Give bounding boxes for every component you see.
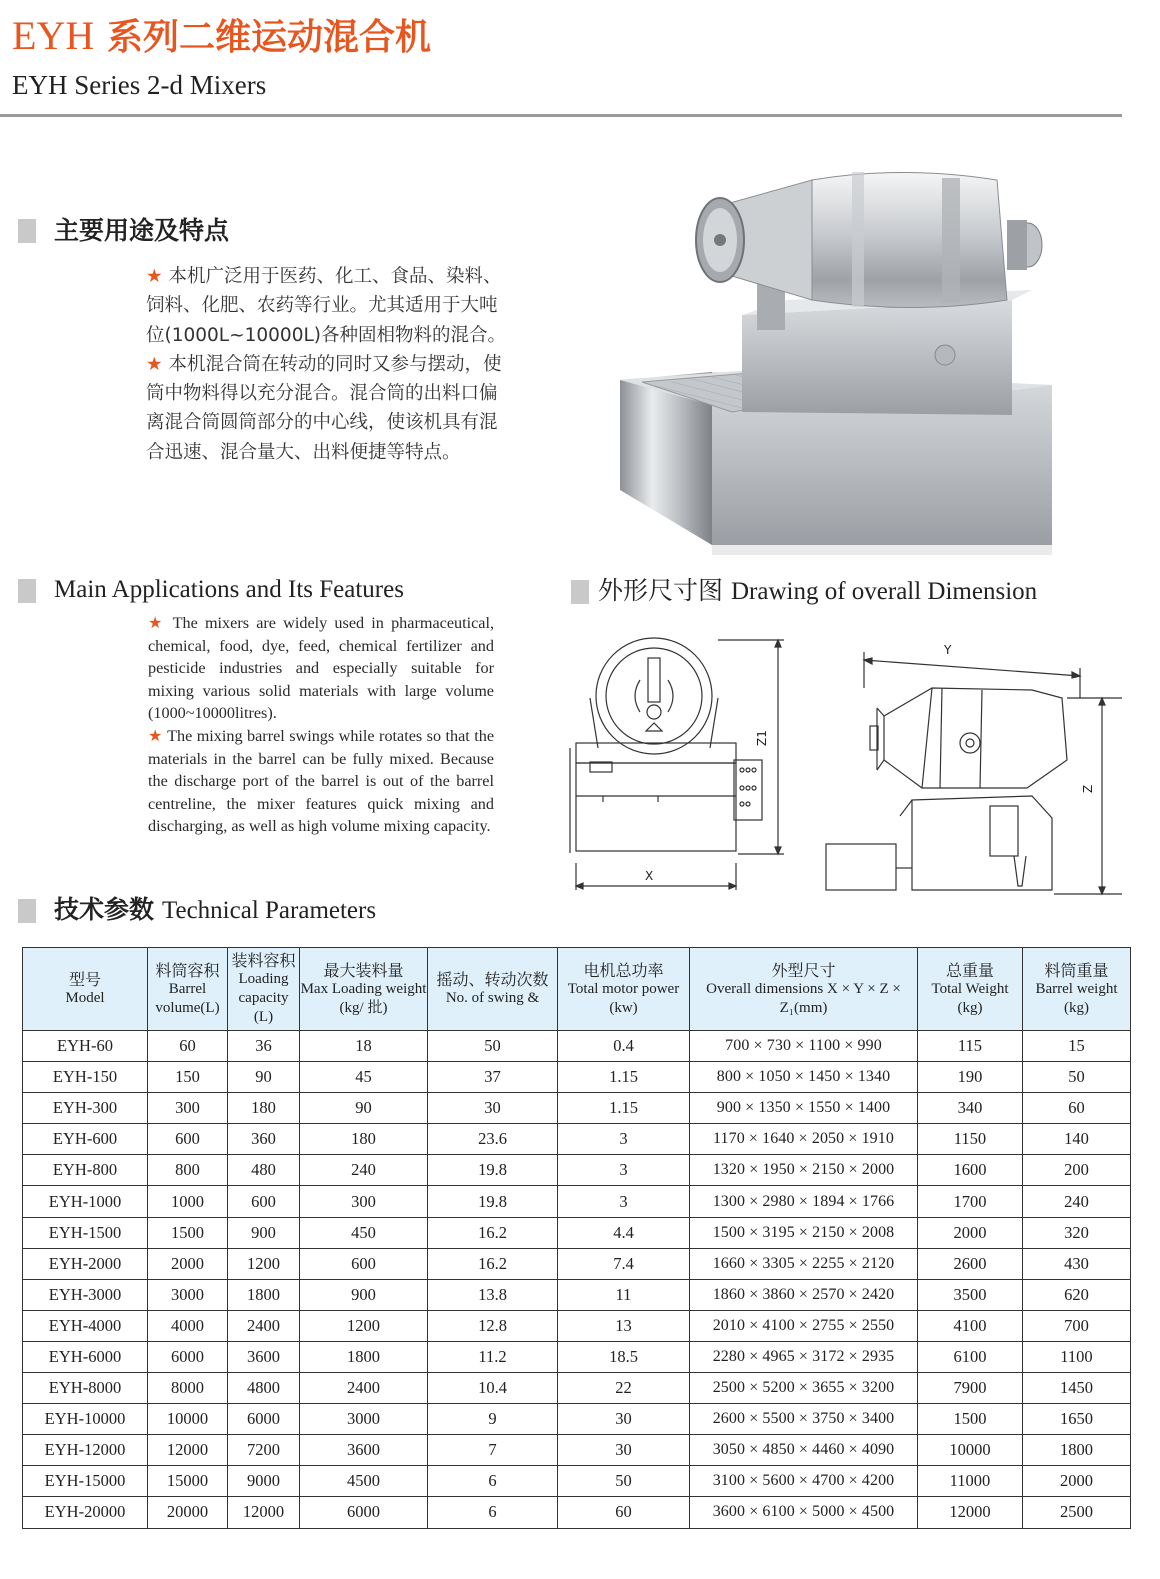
- table-cell: 13: [558, 1310, 690, 1341]
- table-row: [23, 1248, 1131, 1279]
- table-cell: 800 × 1050 × 1450 × 1340: [690, 1062, 918, 1093]
- table-cell: 16.2: [428, 1217, 558, 1248]
- table-cell: 23.6: [428, 1124, 558, 1155]
- section-marker: [18, 899, 36, 923]
- table-cell: EYH-6000: [23, 1341, 148, 1372]
- table-row: [23, 1404, 1131, 1435]
- table-cell: 1660 × 3305 × 2255 × 2120: [690, 1248, 918, 1279]
- parameters-heading-en: Technical Parameters: [161, 897, 377, 924]
- table-cell: 30: [428, 1093, 558, 1124]
- table-cell: 1800: [300, 1341, 428, 1372]
- table-cell: 1860 × 3860 × 2570 × 2420: [690, 1279, 918, 1310]
- table-cell: 1800: [1023, 1435, 1131, 1466]
- column-header-en: Overall dimensions X × Y × Z × Z₁(mm): [706, 980, 901, 1016]
- table-cell: EYH-3000: [23, 1279, 148, 1310]
- table-cell: EYH-12000: [23, 1435, 148, 1466]
- table-cell: 1000: [148, 1186, 228, 1217]
- table-cell: 1170 × 1640 × 2050 × 1910: [690, 1124, 918, 1155]
- star-icon: ★: [148, 614, 166, 632]
- table-cell: 300: [300, 1186, 428, 1217]
- table-cell: 19.8: [428, 1186, 558, 1217]
- column-header: [1023, 948, 1131, 1031]
- table-row: [23, 1310, 1131, 1341]
- table-cell: 11: [558, 1279, 690, 1310]
- table-row: [23, 1186, 1131, 1217]
- drawing-heading-en: Drawing of overall Dimension: [730, 578, 1038, 605]
- column-header: [228, 948, 300, 1031]
- table-cell: 700 × 730 × 1100 × 990: [690, 1031, 918, 1062]
- table-cell: 60: [148, 1031, 228, 1062]
- column-header-cn: 总重量: [945, 960, 994, 980]
- table-cell: EYH-150: [23, 1062, 148, 1093]
- table-cell: 10.4: [428, 1373, 558, 1404]
- table-row: [23, 1062, 1131, 1093]
- column-header-cn: 电机总功率: [583, 960, 664, 980]
- table-cell: 1.15: [558, 1062, 690, 1093]
- header-divider: [0, 114, 1122, 117]
- table-row: [23, 1093, 1131, 1124]
- table-row: [23, 1497, 1131, 1528]
- section-marker: [18, 579, 36, 603]
- table-cell: 6: [428, 1466, 558, 1497]
- table-cell: 3600: [228, 1341, 300, 1372]
- table-cell: 10000: [918, 1435, 1023, 1466]
- table-cell: 1600: [918, 1155, 1023, 1186]
- table-cell: 20000: [148, 1497, 228, 1528]
- table-cell: EYH-15000: [23, 1466, 148, 1497]
- table-cell: 2000: [148, 1248, 228, 1279]
- section-heading-cn-features: 主要用途及特点: [54, 216, 230, 245]
- table-cell: 30: [558, 1435, 690, 1466]
- table-cell: 3100 × 5600 × 4700 × 4200: [690, 1466, 918, 1497]
- table-cell: 180: [228, 1093, 300, 1124]
- dimension-label-x: X: [645, 869, 654, 883]
- table-cell: 1200: [228, 1248, 300, 1279]
- table-cell: 600: [228, 1186, 300, 1217]
- table-cell: 6000: [300, 1497, 428, 1528]
- column-header: [690, 948, 918, 1031]
- table-cell: 2500 × 5200 × 3655 × 3200: [690, 1373, 918, 1404]
- table-cell: 340: [918, 1093, 1023, 1124]
- column-header-cn: 型号: [68, 970, 101, 989]
- column-header-en: Total Weight (kg): [931, 980, 1009, 1016]
- table-cell: 3: [558, 1124, 690, 1155]
- table-cell: 50: [1023, 1062, 1131, 1093]
- section-heading-en-features: Main Applications and Its Features: [54, 576, 404, 603]
- table-cell: 60: [1023, 1093, 1131, 1124]
- table-cell: 1500: [918, 1404, 1023, 1435]
- column-header-en: Barrel volume(L): [155, 980, 220, 1016]
- table-cell: EYH-600: [23, 1124, 148, 1155]
- column-header-en: No. of swing &: [445, 990, 540, 1006]
- table-row: [23, 1217, 1131, 1248]
- page-title: [12, 12, 431, 62]
- dimension-label-z1: Z1: [755, 730, 769, 746]
- section-heading-drawing: [598, 576, 1037, 607]
- table-cell: 700: [1023, 1310, 1131, 1341]
- table-row: [23, 1435, 1131, 1466]
- table-cell: 1.15: [558, 1093, 690, 1124]
- table-cell: 620: [1023, 1279, 1131, 1310]
- table-cell: EYH-10000: [23, 1404, 148, 1435]
- table-cell: 10000: [148, 1404, 228, 1435]
- table-cell: 19.8: [428, 1155, 558, 1186]
- column-header: [148, 948, 228, 1031]
- star-icon: ★: [148, 726, 163, 745]
- table-cell: EYH-2000: [23, 1248, 148, 1279]
- table-row: [23, 1031, 1131, 1062]
- table-cell: 7200: [228, 1435, 300, 1466]
- column-header-cn: 最大装料量: [323, 960, 404, 980]
- table-cell: 240: [300, 1155, 428, 1186]
- table-cell: 200: [1023, 1155, 1131, 1186]
- table-cell: 140: [1023, 1124, 1131, 1155]
- table-cell: 16.2: [428, 1248, 558, 1279]
- feature-paragraph: [146, 262, 506, 350]
- column-header-en: Loading capacity (L): [238, 971, 289, 1025]
- table-cell: 2010 × 4100 × 2755 × 2550: [690, 1310, 918, 1341]
- table-cell: 3: [558, 1155, 690, 1186]
- table-cell: 12000: [228, 1497, 300, 1528]
- table-cell: 90: [300, 1093, 428, 1124]
- table-cell: 6: [428, 1497, 558, 1528]
- table-cell: 1500: [148, 1217, 228, 1248]
- table-cell: 12.8: [428, 1310, 558, 1341]
- table-cell: 1150: [918, 1124, 1023, 1155]
- table-cell: 900: [300, 1279, 428, 1310]
- column-header: [300, 948, 428, 1031]
- table-cell: 50: [428, 1031, 558, 1062]
- feature-text: The mixing barrel swings while rotates so that the materials in the barrel can be fully mixed. Because the discharge port of the barrel is out of the barrel centreline, the mixer features quick mixing and discharging, as well as high volume mixing capacity.: [148, 726, 494, 836]
- column-header: [23, 948, 148, 1031]
- feature-paragraph: [148, 612, 494, 725]
- table-cell: 3600 × 6100 × 5000 × 4500: [690, 1497, 918, 1528]
- table-cell: 11000: [918, 1466, 1023, 1497]
- table-cell: 6000: [228, 1404, 300, 1435]
- front-view-drawing: [568, 628, 784, 890]
- table-cell: 6100: [918, 1341, 1023, 1372]
- feature-paragraph: [146, 350, 506, 467]
- table-cell: 115: [918, 1031, 1023, 1062]
- table-cell: 11.2: [428, 1341, 558, 1372]
- table-header-row: [23, 948, 1131, 1031]
- table-cell: 18.5: [558, 1341, 690, 1372]
- technical-parameters-table: [22, 947, 1131, 1529]
- column-header: [918, 948, 1023, 1031]
- star-icon: ★: [146, 353, 163, 375]
- table-cell: 2400: [228, 1310, 300, 1341]
- table-cell: 240: [1023, 1186, 1131, 1217]
- table-cell: 900: [228, 1217, 300, 1248]
- table-row: [23, 1466, 1131, 1497]
- table-cell: 7900: [918, 1373, 1023, 1404]
- table-cell: 12000: [148, 1435, 228, 1466]
- table-cell: 430: [1023, 1248, 1131, 1279]
- mixer-product-photo: [612, 150, 1072, 555]
- table-cell: EYH-1000: [23, 1186, 148, 1217]
- table-cell: 4800: [228, 1373, 300, 1404]
- table-cell: 2500: [1023, 1497, 1131, 1528]
- table-cell: 600: [300, 1248, 428, 1279]
- features-text-cn: [146, 262, 506, 467]
- table-cell: 13.8: [428, 1279, 558, 1310]
- table-cell: 1200: [300, 1310, 428, 1341]
- table-cell: 8000: [148, 1373, 228, 1404]
- column-header: [558, 948, 690, 1031]
- table-cell: 1100: [1023, 1341, 1131, 1372]
- section-marker: [18, 219, 36, 243]
- table-cell: 3000: [300, 1404, 428, 1435]
- table-cell: 450: [300, 1217, 428, 1248]
- table-cell: EYH-800: [23, 1155, 148, 1186]
- table-cell: 4.4: [558, 1217, 690, 1248]
- table-cell: 1700: [918, 1186, 1023, 1217]
- table-row: [23, 1373, 1131, 1404]
- feature-paragraph: [148, 725, 494, 838]
- title-chinese: 系列二维运动混合机: [106, 17, 431, 58]
- table-cell: 36: [228, 1031, 300, 1062]
- table-cell: 150: [148, 1062, 228, 1093]
- table-cell: 3000: [148, 1279, 228, 1310]
- table-cell: EYH-1500: [23, 1217, 148, 1248]
- table-row: [23, 1124, 1131, 1155]
- drawing-heading-cn: 外形尺寸图: [598, 576, 724, 605]
- column-header-cn: 装料容积: [231, 951, 296, 970]
- table-cell: EYH-4000: [23, 1310, 148, 1341]
- table-cell: 9: [428, 1404, 558, 1435]
- parameters-heading-cn: 技术参数: [54, 895, 155, 924]
- table-cell: 1500 × 3195 × 2150 × 2008: [690, 1217, 918, 1248]
- table-cell: 800: [148, 1155, 228, 1186]
- table-cell: 1800: [228, 1279, 300, 1310]
- table-cell: 0.4: [558, 1031, 690, 1062]
- table-cell: 1450: [1023, 1373, 1131, 1404]
- column-header-en: Model: [65, 990, 105, 1006]
- table-cell: 12000: [918, 1497, 1023, 1528]
- table-cell: 360: [228, 1124, 300, 1155]
- table-row: [23, 1155, 1131, 1186]
- table-row: [23, 1341, 1131, 1372]
- table-cell: 9000: [228, 1466, 300, 1497]
- table-cell: 30: [558, 1404, 690, 1435]
- features-text-en: [148, 612, 494, 838]
- table-cell: 37: [428, 1062, 558, 1093]
- section-marker: [571, 580, 589, 604]
- table-cell: 22: [558, 1373, 690, 1404]
- table-cell: 2280 × 4965 × 3172 × 2935: [690, 1341, 918, 1372]
- star-icon: ★: [146, 266, 163, 287]
- table-cell: EYH-60: [23, 1031, 148, 1062]
- table-cell: EYH-8000: [23, 1373, 148, 1404]
- dimension-label-y: Y: [944, 643, 952, 657]
- table-cell: 1650: [1023, 1404, 1131, 1435]
- page-subtitle: EYH Series 2-d Mixers: [12, 70, 267, 100]
- table-cell: 320: [1023, 1217, 1131, 1248]
- table-cell: 2400: [300, 1373, 428, 1404]
- feature-text: The mixers are widely used in pharmaceutical, chemical, food, dye, feed, chemical fertilizer and pesticide industries and especially suitable for mixing various solid materials with large volume (1000~10000litres).: [148, 614, 495, 723]
- section-heading-parameters: [54, 895, 376, 926]
- table-row: [23, 1279, 1131, 1310]
- table-cell: 4000: [148, 1310, 228, 1341]
- feature-text: 本机混合筒在转动的同时又参与摆动，使筒中物料得以充分混合。混合筒的出料口偏离混合筒圆筒部分的中心线，使该机具有混合迅速、混合量大、出料便捷等特点。: [146, 353, 502, 463]
- column-header-cn: 料筒容积: [155, 960, 220, 980]
- column-header: [428, 948, 558, 1031]
- table-cell: 7: [428, 1435, 558, 1466]
- table-cell: 1300 × 2980 × 1894 × 1766: [690, 1186, 918, 1217]
- table-cell: 3: [558, 1186, 690, 1217]
- table-body: [23, 1031, 1131, 1529]
- table-cell: 50: [558, 1466, 690, 1497]
- table-cell: 2600: [918, 1248, 1023, 1279]
- column-header-en: Max Loading weight (kg/ 批): [300, 980, 427, 1016]
- column-header-cn: 摇动、转动次数: [436, 970, 549, 989]
- table-cell: 15000: [148, 1466, 228, 1497]
- table-cell: 300: [148, 1093, 228, 1124]
- table-cell: 3050 × 4850 × 4460 × 4090: [690, 1435, 918, 1466]
- title-model-prefix: EYH: [12, 13, 95, 58]
- column-header-cn: 外型尺寸: [771, 960, 836, 980]
- table-cell: 4100: [918, 1310, 1023, 1341]
- table-cell: 900 × 1350 × 1550 × 1400: [690, 1093, 918, 1124]
- column-header-en: Total motor power (kw): [567, 980, 680, 1016]
- side-view-drawing: [822, 638, 1127, 900]
- column-header-cn: 料筒重量: [1044, 960, 1109, 980]
- table-cell: 480: [228, 1155, 300, 1186]
- table-cell: 6000: [148, 1341, 228, 1372]
- table-cell: 2000: [1023, 1466, 1131, 1497]
- column-header-en: Barrel weight (kg): [1035, 980, 1118, 1016]
- table-cell: 3500: [918, 1279, 1023, 1310]
- table-cell: 45: [300, 1062, 428, 1093]
- table-cell: 3600: [300, 1435, 428, 1466]
- table-cell: 7.4: [558, 1248, 690, 1279]
- table-cell: 600: [148, 1124, 228, 1155]
- table-cell: 1320 × 1950 × 2150 × 2000: [690, 1155, 918, 1186]
- table-cell: EYH-300: [23, 1093, 148, 1124]
- table-cell: 60: [558, 1497, 690, 1528]
- table-cell: 2000: [918, 1217, 1023, 1248]
- feature-text: 本机广泛用于医药、化工、食品、染料、饲料、化肥、农药等行业。尤其适用于大吨位(1000L~10000L)各种固相物料的混合。: [146, 266, 506, 346]
- dimension-label-z: Z: [1081, 784, 1095, 793]
- table-cell: 180: [300, 1124, 428, 1155]
- table-cell: 2600 × 5500 × 3750 × 3400: [690, 1404, 918, 1435]
- table-cell: 190: [918, 1062, 1023, 1093]
- table-cell: 15: [1023, 1031, 1131, 1062]
- table-cell: 90: [228, 1062, 300, 1093]
- table-cell: EYH-20000: [23, 1497, 148, 1528]
- table-cell: 4500: [300, 1466, 428, 1497]
- table-cell: 18: [300, 1031, 428, 1062]
